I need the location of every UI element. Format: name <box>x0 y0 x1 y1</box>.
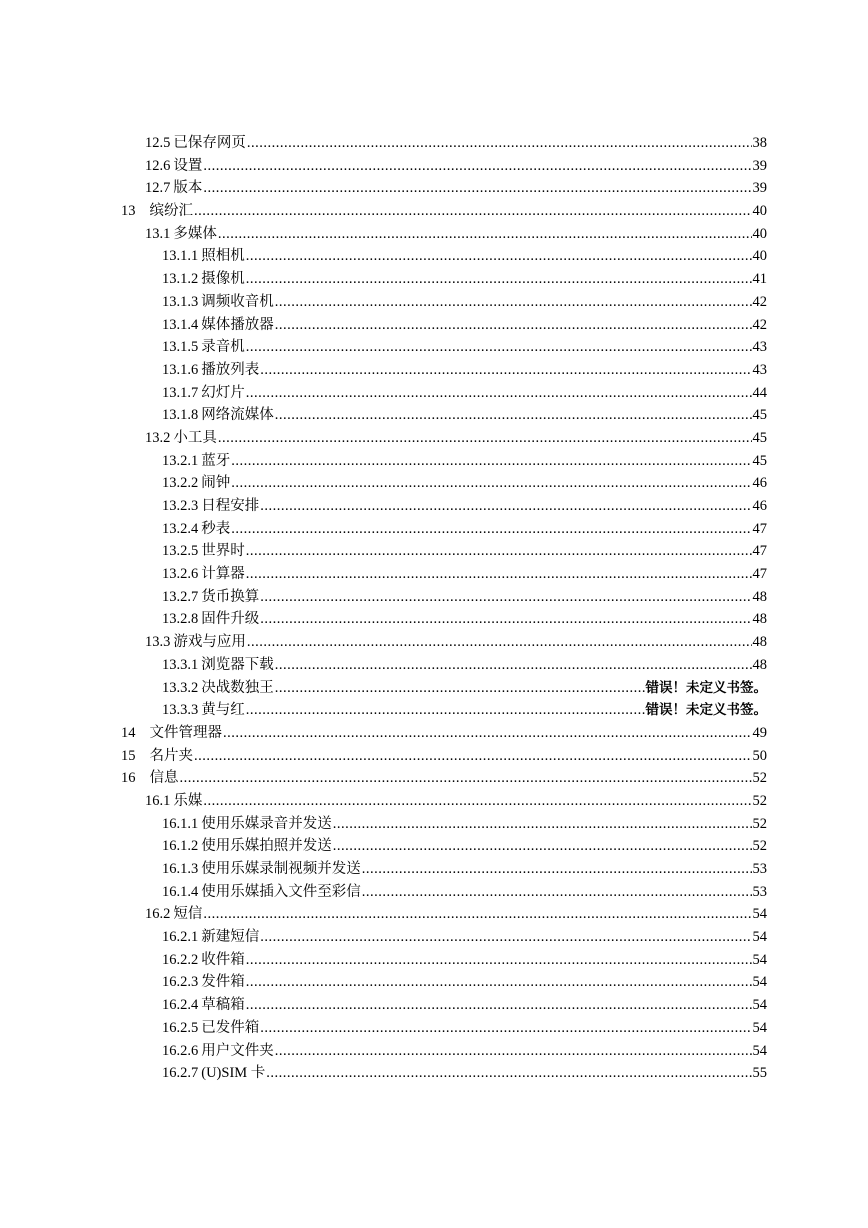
toc-entry-title: 播放列表 <box>201 361 260 378</box>
toc-entry-title: 发件箱 <box>201 974 245 991</box>
toc-entry-number: 16.2 <box>145 906 171 923</box>
toc-entry-number: 13.3.1 <box>162 656 199 673</box>
toc-entry-title: 草稿箱 <box>201 997 245 1014</box>
dot-leader <box>218 427 752 450</box>
dot-leader <box>275 1040 752 1063</box>
toc-entry-page-number: 41 <box>752 271 767 288</box>
toc-entry[interactable] <box>121 200 767 223</box>
toc-entry-page-number: 48 <box>752 634 767 651</box>
toc-entry-page-number: 49 <box>752 724 767 741</box>
toc-entry-title: 幻灯片 <box>201 384 245 401</box>
toc-entry-page-number: 42 <box>752 293 767 310</box>
dot-leader <box>260 359 751 382</box>
toc-entry-number: 14 <box>121 724 136 741</box>
dot-leader <box>266 1062 751 1085</box>
toc-entry-number: 13.3.3 <box>162 702 199 719</box>
toc-entry-page-number: 47 <box>752 566 767 583</box>
toc-entry-page-number: 40 <box>752 225 767 242</box>
toc-entry-title: 已保存网页 <box>173 135 246 151</box>
dot-leader <box>203 177 751 200</box>
dot-leader <box>260 926 751 949</box>
toc-entry[interactable] <box>121 404 767 427</box>
toc-entry-number: 16.1.1 <box>162 815 199 832</box>
toc-entry-number: 16.2.2 <box>162 951 199 968</box>
toc-entry-page-number: 40 <box>752 203 767 220</box>
toc-entry-title: 使用乐媒录音并发送 <box>201 815 332 832</box>
toc-entry-number: 13.1 <box>145 225 171 242</box>
toc-entry-title: 调频收音机 <box>201 293 274 310</box>
toc-entry-page-number: 54 <box>752 951 767 968</box>
toc-entry-page-number: 54 <box>752 906 767 923</box>
dot-leader <box>246 382 752 405</box>
dot-leader <box>260 608 751 631</box>
toc-entry-title: 乐媒 <box>173 792 203 809</box>
toc-entry-title: 小工具 <box>173 429 217 446</box>
dot-leader <box>362 881 752 904</box>
toc-entry-title: 秒表 <box>201 520 231 537</box>
toc-entry[interactable] <box>121 654 767 677</box>
toc-entry-title: 使用乐媒拍照并发送 <box>201 838 332 855</box>
toc-entry-number: 13.1.6 <box>162 361 199 378</box>
toc-entry[interactable] <box>121 813 767 836</box>
toc-entry-number: 12.5 <box>145 135 171 151</box>
dot-leader <box>194 745 752 768</box>
toc-entry-title: 使用乐媒插入文件至彩信 <box>201 883 361 900</box>
dot-leader <box>231 518 751 541</box>
dot-leader <box>246 245 752 268</box>
toc-entry-number: 12.7 <box>145 180 171 197</box>
table-of-contents <box>121 132 767 1085</box>
dot-leader <box>223 722 752 745</box>
toc-entry-page-number: 39 <box>752 157 767 174</box>
toc-entry-number: 13.2.5 <box>162 543 199 560</box>
toc-entry-number: 13.2 <box>145 429 171 446</box>
toc-entry[interactable] <box>121 858 767 881</box>
toc-entry-page-number: 54 <box>752 1042 767 1059</box>
dot-leader <box>275 654 752 677</box>
bookmark-error-text: 错误！未定义书签。 <box>645 702 767 719</box>
toc-entry-title: 名片夹 <box>149 747 193 764</box>
toc-entry-title: 游戏与应用 <box>173 634 246 651</box>
dot-leader <box>275 291 752 314</box>
toc-entry-number: 13.3.2 <box>162 679 199 696</box>
dot-leader <box>218 223 752 246</box>
toc-entry-number: 16.2.6 <box>162 1042 199 1059</box>
toc-entry-number: 13.1.7 <box>162 384 199 401</box>
dot-leader <box>203 790 751 813</box>
toc-entry[interactable] <box>121 1017 767 1040</box>
toc-entry[interactable] <box>121 926 767 949</box>
toc-entry-number: 13.1.8 <box>162 407 199 424</box>
toc-entry-number: 16 <box>121 770 136 787</box>
dot-leader <box>180 767 752 790</box>
toc-entry-title: 媒体播放器 <box>201 316 274 333</box>
toc-entry-page-number: 47 <box>752 543 767 560</box>
toc-entry-number: 13 <box>121 203 136 220</box>
toc-entry[interactable] <box>121 790 767 813</box>
toc-entry[interactable] <box>121 563 767 586</box>
toc-entry-page-number: 53 <box>752 883 767 900</box>
toc-entry-number: 16.2.5 <box>162 1019 199 1036</box>
toc-entry[interactable] <box>121 903 767 926</box>
dot-leader <box>333 835 752 858</box>
toc-entry-number: 12.6 <box>145 157 171 174</box>
dot-leader <box>246 949 752 972</box>
toc-entry[interactable] <box>121 450 767 473</box>
toc-entry-page-number: 43 <box>752 339 767 356</box>
toc-entry[interactable] <box>121 382 767 405</box>
toc-entry-page-number: 54 <box>752 997 767 1014</box>
toc-entry[interactable] <box>121 291 767 314</box>
toc-entry-title: 使用乐媒录制视频并发送 <box>201 861 361 877</box>
dot-leader <box>246 971 752 994</box>
toc-entry-number: 16.2.3 <box>162 974 199 991</box>
dot-leader <box>275 404 752 427</box>
toc-entry-page-number: 50 <box>752 747 767 764</box>
toc-entry[interactable] <box>121 1040 767 1063</box>
toc-entry-page-number: 52 <box>752 838 767 855</box>
toc-entry[interactable] <box>121 1062 767 1085</box>
toc-entry[interactable] <box>121 155 767 178</box>
toc-entry-page-number: 45 <box>752 452 767 469</box>
toc-entry-number: 13.1.2 <box>162 271 199 288</box>
toc-entry-page-number: 42 <box>752 316 767 333</box>
dot-leader <box>260 586 751 609</box>
toc-entry-title: 多媒体 <box>173 225 217 242</box>
toc-entry-title: 闹钟 <box>201 475 231 492</box>
toc-entry-page-number: 55 <box>752 1065 767 1082</box>
toc-entry-title: 收件箱 <box>201 951 245 968</box>
toc-entry-title: 版本 <box>173 180 203 197</box>
toc-entry-number: 13.1.4 <box>162 316 199 333</box>
toc-entry-number: 16.2.7 <box>162 1065 199 1082</box>
toc-entry-title: 缤纷汇 <box>149 203 193 220</box>
toc-entry-page-number: 44 <box>752 384 767 401</box>
dot-leader <box>203 903 751 926</box>
toc-entry[interactable] <box>121 677 767 700</box>
toc-entry[interactable] <box>121 495 767 518</box>
dot-leader <box>246 699 645 722</box>
toc-entry[interactable] <box>121 949 767 972</box>
toc-entry-title: 录音机 <box>201 339 245 356</box>
dot-leader <box>231 472 751 495</box>
dot-leader <box>275 314 752 337</box>
toc-entry[interactable] <box>121 586 767 609</box>
toc-entry-page-number: 45 <box>752 429 767 446</box>
dot-leader <box>260 1017 751 1040</box>
dot-leader <box>246 336 752 359</box>
toc-entry-page-number: 43 <box>752 361 767 378</box>
dot-leader <box>246 563 752 586</box>
toc-entry-page-number: 48 <box>752 611 767 628</box>
toc-entry-page-number: 39 <box>752 180 767 197</box>
toc-entry-number: 16.2.4 <box>162 997 199 1014</box>
toc-entry-title: 日程安排 <box>201 498 260 514</box>
toc-entry-page-number: 52 <box>752 792 767 809</box>
toc-entry[interactable] <box>121 608 767 631</box>
dot-leader <box>333 813 752 836</box>
toc-entry[interactable] <box>121 223 767 246</box>
toc-entry-title: 用户文件夹 <box>201 1042 274 1059</box>
toc-entry-page-number: 38 <box>752 135 767 151</box>
toc-entry-page-number: 48 <box>752 656 767 673</box>
toc-entry-title: (U)SIM 卡 <box>201 1065 266 1082</box>
toc-entry-number: 16.1.4 <box>162 883 199 900</box>
toc-entry-page-number: 46 <box>752 498 767 514</box>
dot-leader <box>362 858 752 881</box>
dot-leader <box>203 155 751 178</box>
toc-entry[interactable] <box>121 631 767 654</box>
toc-entry[interactable] <box>121 518 767 541</box>
toc-entry-number: 13.1.3 <box>162 293 199 310</box>
toc-entry[interactable] <box>121 268 767 291</box>
toc-entry-page-number: 46 <box>752 475 767 492</box>
toc-entry-title: 信息 <box>149 770 179 787</box>
toc-entry-title: 黄与红 <box>201 702 245 719</box>
toc-entry[interactable] <box>121 767 767 790</box>
toc-entry-number: 16.1.3 <box>162 861 199 877</box>
toc-entry[interactable] <box>121 745 767 768</box>
toc-entry-title: 短信 <box>173 906 203 923</box>
toc-entry-page-number: 54 <box>752 929 767 946</box>
toc-entry-page-number: 53 <box>752 861 767 877</box>
toc-entry-page-number: 54 <box>752 1019 767 1036</box>
toc-entry-page-number: 45 <box>752 407 767 424</box>
toc-entry-page-number: 52 <box>752 815 767 832</box>
toc-entry-page-number: 52 <box>752 770 767 787</box>
toc-entry-number: 13.1.5 <box>162 339 199 356</box>
toc-entry-title: 蓝牙 <box>201 452 231 469</box>
toc-entry[interactable] <box>121 359 767 382</box>
toc-entry-page-number: 47 <box>752 520 767 537</box>
toc-entry-number: 16.2.1 <box>162 929 199 946</box>
toc-entry-number: 16.1.2 <box>162 838 199 855</box>
toc-entry-number: 13.2.6 <box>162 566 199 583</box>
toc-entry-title: 已发件箱 <box>201 1019 260 1036</box>
toc-entry[interactable] <box>121 336 767 359</box>
toc-entry-title: 照相机 <box>201 248 245 265</box>
toc-entry[interactable] <box>121 971 767 994</box>
toc-entry[interactable] <box>121 245 767 268</box>
toc-entry-title: 设置 <box>173 157 203 174</box>
toc-entry[interactable] <box>121 132 767 155</box>
dot-leader <box>246 268 752 291</box>
toc-entry[interactable] <box>121 427 767 450</box>
toc-entry-number: 13.2.2 <box>162 475 199 492</box>
dot-leader <box>231 450 751 473</box>
toc-entry-title: 摄像机 <box>201 271 245 288</box>
toc-entry-number: 13.3 <box>145 634 171 651</box>
dot-leader <box>246 540 752 563</box>
toc-entry-title: 固件升级 <box>201 611 260 628</box>
dot-leader <box>247 132 752 155</box>
dot-leader <box>246 994 752 1017</box>
toc-entry[interactable] <box>121 994 767 1017</box>
bookmark-error-text: 错误！未定义书签。 <box>645 679 767 696</box>
toc-entry-page-number: 40 <box>752 248 767 265</box>
toc-entry-title: 世界时 <box>201 543 245 560</box>
toc-entry-number: 13.2.7 <box>162 588 199 605</box>
toc-entry-number: 16.1 <box>145 792 171 809</box>
toc-entry-title: 浏览器下载 <box>201 656 274 673</box>
dot-leader <box>260 495 751 518</box>
toc-entry[interactable] <box>121 472 767 495</box>
toc-entry-number: 13.2.1 <box>162 452 199 469</box>
toc-entry-title: 网络流媒体 <box>201 407 274 424</box>
toc-entry[interactable] <box>121 540 767 563</box>
toc-entry-number: 13.2.8 <box>162 611 199 628</box>
toc-entry[interactable] <box>121 314 767 337</box>
toc-entry-title: 决战数独王 <box>201 679 274 696</box>
dot-leader <box>247 631 752 654</box>
toc-entry-title: 计算器 <box>201 566 245 583</box>
dot-leader <box>194 200 752 223</box>
toc-entry[interactable] <box>121 722 767 745</box>
toc-entry-title: 新建短信 <box>201 929 260 946</box>
toc-entry[interactable] <box>121 177 767 200</box>
toc-entry-number: 13.1.1 <box>162 248 199 265</box>
toc-entry-number: 13.2.3 <box>162 498 199 514</box>
toc-entry[interactable] <box>121 699 767 722</box>
toc-entry-page-number: 54 <box>752 974 767 991</box>
toc-entry[interactable] <box>121 835 767 858</box>
dot-leader <box>275 677 645 700</box>
toc-entry-number: 15 <box>121 747 136 764</box>
toc-entry-title: 文件管理器 <box>149 724 222 741</box>
toc-entry-number: 13.2.4 <box>162 520 199 537</box>
toc-entry-title: 货币换算 <box>201 588 260 605</box>
toc-entry[interactable] <box>121 881 767 904</box>
toc-entry-page-number: 48 <box>752 588 767 605</box>
